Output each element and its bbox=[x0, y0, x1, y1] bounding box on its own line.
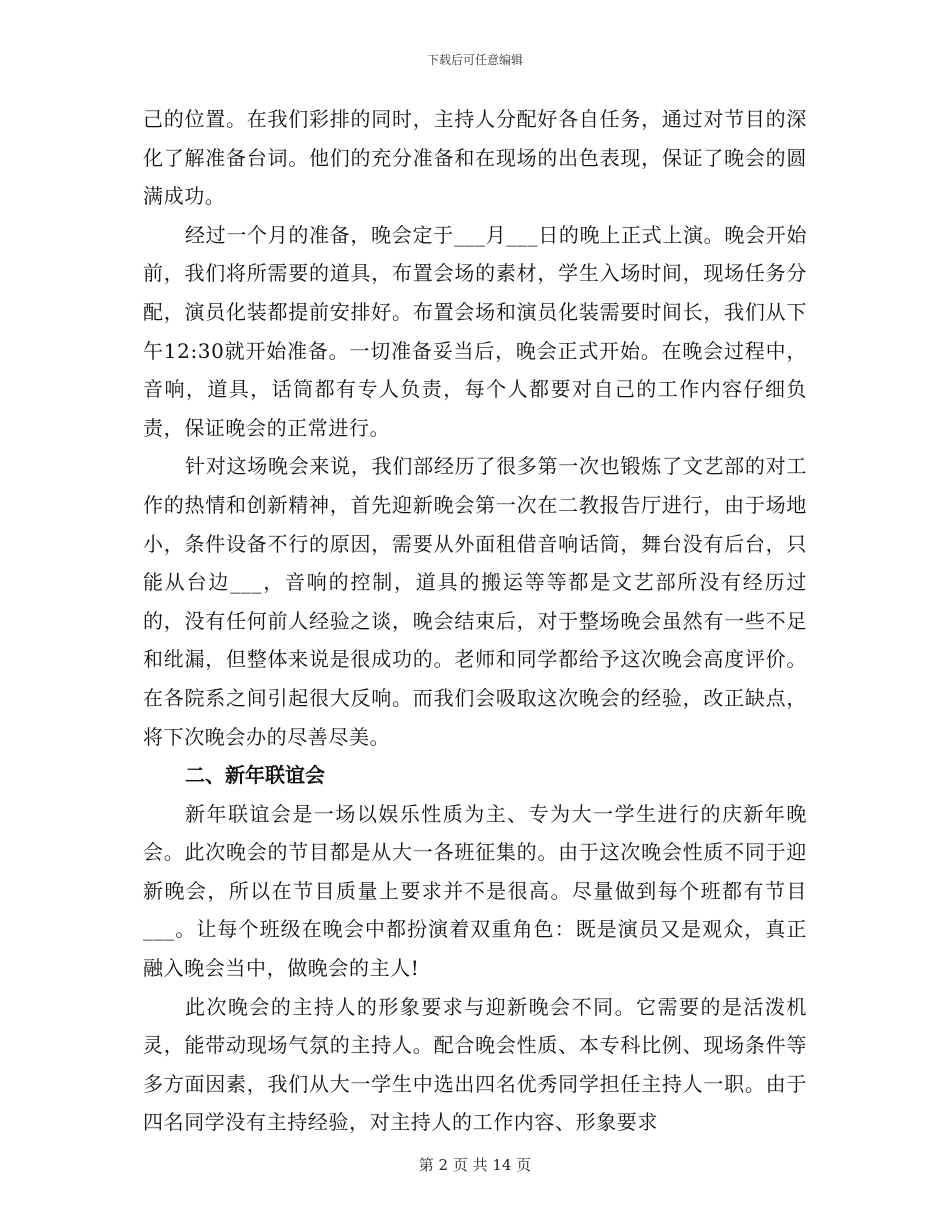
page-number: 第 2 页 共 14 页 bbox=[418, 1156, 532, 1174]
section-heading: 二、新年联谊会 bbox=[185, 763, 325, 788]
paragraph-continued: 己的位置。在我们彩排的同时，主持人分配好各自任务，通过对节目的深化了解准备台词。他们的充分准备和在现场的出色表现，保证了晚会的圆满成功。 bbox=[143, 107, 807, 209]
paragraph-preparation: 经过一个月的准备，晚会定于___月___日的晚上正式上演。晚会开始前，我们将所需要的道具，布置会场的素材，学生入场时间，现场任务分配，演员化装都提前安排好。布置会场和演员化装需要时间长，我们从下午12:30就开始准备。一切准备妥当后，晚会正式开始。在晚会过程中，音响，道具，话筒都有专人负责，每个人都要对自己的工作内容仔细负责，保证晚会的正常进行。 bbox=[143, 222, 807, 440]
page-header: 下载后可任意编辑 bbox=[426, 53, 523, 67]
paragraph-hosts: 此次晚会的主持人的形象要求与迎新晚会不同。它需要的是活泼机灵，能带动现场气氛的主持人。配合晚会性质、本专科比例、现场条件等多方面因素，我们从大一学生中选出四名优秀同学担任主持人一职。由于四名同学没有主持经验，对主持人的工作内容、形象要求 bbox=[143, 994, 807, 1135]
paragraph-new-year-party: 新年联谊会是一场以娱乐性质为主、专为大一学生进行的庆新年晚会。此次晚会的节目都是从大一各班征集的。由于这次晚会性质不同于迎新晚会，所以在节目质量上要求并不是很高。尽量做到每个班都有节目___。让每个班级在晚会中都扮演着双重角色：既是演员又是观众，真正融入晚会当中，做晚会的主人! bbox=[143, 801, 807, 981]
paragraph-experience: 针对这场晚会来说，我们部经历了很多第一次也锻炼了文艺部的对工作的热情和创新精神，首先迎新晚会第一次在二教报告厅进行，由于场地小，条件设备不行的原因，需要从外面租借音响话筒，舞台没有后台，只能从台边___，音响的控制，道具的搬运等等都是文艺部所没有经历过的，没有任何前人经验之谈，晚会结束后，对于整场晚会虽然有一些不足和纰漏，但整体来说是很成功的。老师和同学都给予这次晚会高度评价。在各院系之间引起很大反响。而我们会吸取这次晚会的经验，改正缺点，将下次晚会办的尽善尽美。 bbox=[143, 454, 807, 749]
document-body bbox=[143, 100, 807, 1142]
